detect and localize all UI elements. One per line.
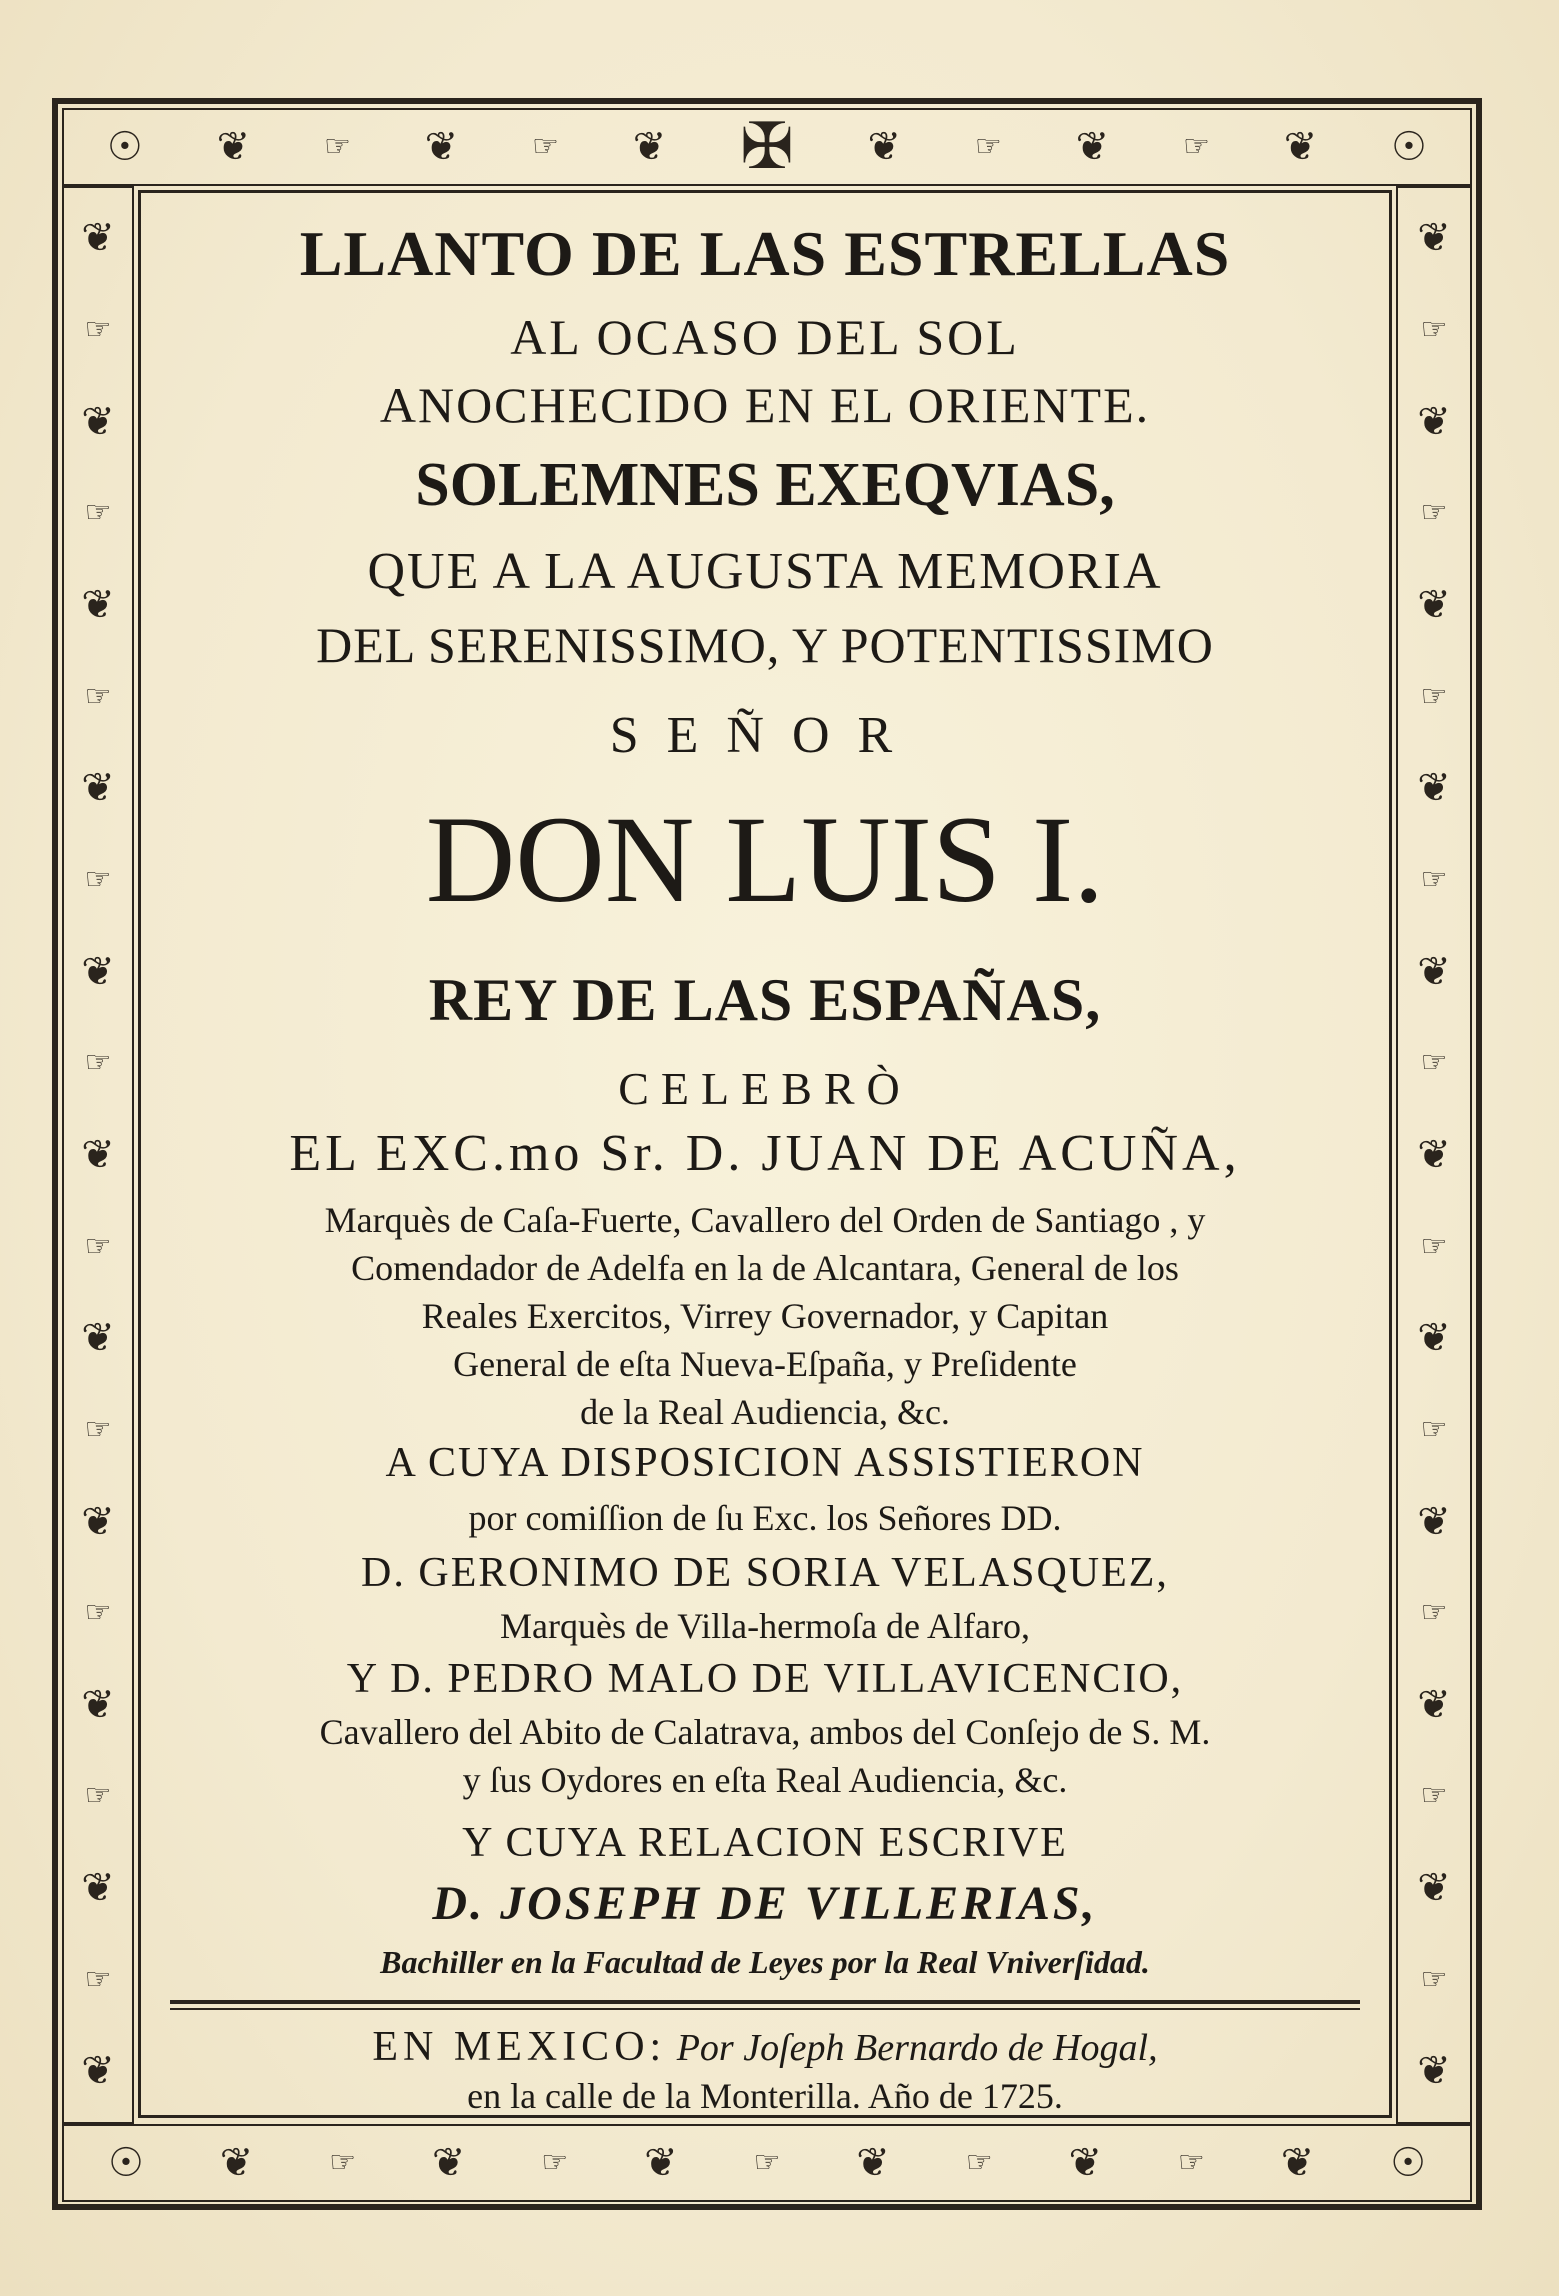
pointing-hand-icon: ☞ — [1420, 1045, 1448, 1081]
flower-ornament-icon: ❦ — [81, 1131, 115, 1178]
flower-ornament-icon: ❦ — [1417, 1131, 1451, 1178]
face-ornament-icon: ☉ — [1391, 124, 1427, 170]
dedication-line-1: QUE A LA AUGUSTA MEMORIA — [367, 543, 1163, 600]
flower-ornament-icon: ❦ — [1417, 1681, 1451, 1728]
pointing-hand-icon: ☞ — [329, 2145, 356, 2180]
cross-ornament-icon: ✠ — [740, 112, 794, 182]
assistant-1-name: D. GERONIMO DE SORIA VELASQUEZ, — [361, 1550, 1169, 1596]
flower-ornament-icon: ❦ — [1283, 124, 1318, 170]
flower-ornament-icon: ❦ — [1417, 2048, 1451, 2095]
flower-ornament-icon: ❦ — [1417, 948, 1451, 995]
pointing-hand-icon: ☞ — [84, 1778, 112, 1814]
flower-ornament-icon: ❦ — [81, 1681, 115, 1728]
left-ornament-column — [66, 190, 130, 2120]
face-ornament-icon: ☉ — [106, 124, 143, 170]
face-ornament-icon: ☉ — [1390, 2140, 1426, 2186]
pointing-hand-icon: ☞ — [1420, 1595, 1448, 1631]
flower-ornament-icon: ❦ — [1417, 1865, 1451, 1912]
flower-ornament-icon: ❦ — [81, 215, 115, 262]
imprint-line-2: en la calle de la Monterilla. Año de 1725. — [467, 2076, 1063, 2116]
flower-ornament-icon: ❦ — [81, 765, 115, 812]
flower-ornament-icon: ❦ — [1417, 765, 1451, 812]
relation-heading: Y CUYA RELACION ESCRIVE — [462, 1820, 1068, 1866]
celebro-line: CELEBRÒ — [618, 1063, 912, 1114]
flower-ornament-icon: ❦ — [424, 124, 459, 170]
title-line-2: AL OCASO DEL SOL — [510, 309, 1020, 365]
pointing-hand-icon: ☞ — [974, 129, 1002, 164]
honorific-senor: SEÑOR — [609, 707, 921, 764]
face-ornament-icon: ☉ — [107, 2140, 144, 2186]
king-title: REY DE LAS ESPAÑAS, — [428, 967, 1102, 1033]
pointing-hand-icon: ☞ — [1420, 861, 1448, 897]
pointing-hand-icon: ☞ — [965, 2145, 993, 2180]
flower-ornament-icon: ❦ — [632, 124, 667, 170]
flower-ornament-icon: ❦ — [81, 948, 115, 995]
viceroy-titles-4: General de eſta Nueva-Eſpaña, y Preſidente — [453, 1344, 1077, 1384]
dedication-line-2: DEL SERENISSIMO, Y POTENTISSIMO — [316, 617, 1214, 673]
pointing-hand-icon: ☞ — [753, 2145, 781, 2180]
viceroy-titles-3: Reales Exercitos, Virrey Governador, y Capitan — [421, 1296, 1109, 1336]
flower-ornament-icon: ❦ — [81, 1865, 115, 1912]
flower-ornament-icon: ❦ — [1417, 1498, 1451, 1545]
pointing-hand-icon: ☞ — [1420, 495, 1448, 531]
viceroy-name: EL EXC.mo Sr. D. JUAN DE ACUÑA, — [289, 1125, 1241, 1182]
pointing-hand-icon: ☞ — [84, 311, 112, 347]
flower-ornament-icon: ❦ — [81, 581, 115, 628]
author-degree: Bachiller en la Facultad de Leyes por la Real Vniverſidad. — [380, 1944, 1150, 1980]
pointing-hand-icon: ☞ — [532, 129, 559, 164]
flower-ornament-icon: ❦ — [81, 1315, 115, 1362]
flower-ornament-icon: ❦ — [81, 1498, 115, 1545]
assistant-2-title-1: Cavallero del Abito de Calatrava, ambos del Conſejo de S. M. — [319, 1712, 1211, 1752]
assistant-2-title-2: y ſus Oydores en eſta Real Audiencia, &c. — [462, 1760, 1068, 1800]
right-ornament-column — [1400, 190, 1468, 2120]
viceroy-titles-5: de la Real Audiencia, &c. — [580, 1392, 950, 1432]
pointing-hand-icon: ☞ — [1182, 129, 1210, 164]
pointing-hand-icon: ☞ — [84, 1961, 112, 1997]
flower-ornament-icon: ❦ — [81, 2048, 115, 2095]
imprint-divider-thin — [170, 2008, 1360, 2010]
pointing-hand-icon: ☞ — [84, 678, 112, 714]
pointing-hand-icon: ☞ — [1420, 1961, 1448, 1997]
imprint-line-1 — [150, 2026, 1380, 2068]
pointing-hand-icon: ☞ — [1420, 311, 1448, 347]
flower-ornament-icon: ❦ — [867, 124, 902, 170]
author-name: D. JOSEPH DE VILLERIAS, — [432, 1877, 1098, 1930]
title-page-text — [150, 200, 1380, 2116]
assistant-1-title: Marquès de Villa-hermoſa de Alfaro, — [500, 1606, 1030, 1646]
pointing-hand-icon: ☞ — [84, 1228, 112, 1264]
assistant-2-name: Y D. PEDRO MALO DE VILLAVICENCIO, — [346, 1656, 1184, 1702]
pointing-hand-icon: ☞ — [1420, 1228, 1448, 1264]
main-title: LLANTO DE LAS ESTRELLAS — [299, 218, 1231, 289]
pointing-hand-icon: ☞ — [84, 1595, 112, 1631]
king-name: DON LUIS I. — [425, 791, 1105, 928]
pointing-hand-icon: ☞ — [84, 495, 112, 531]
viceroy-titles-1: Marquès de Caſa-Fuerte, Cavallero del Orden de Santiago , y — [324, 1200, 1206, 1240]
assistants-heading: A CUYA DISPOSICION ASSISTIERON — [385, 1440, 1145, 1486]
imprint-printer: Por Joſeph Bernardo de Hogal, — [676, 2027, 1158, 2069]
pointing-hand-icon: ☞ — [84, 1045, 112, 1081]
flower-ornament-icon: ❦ — [216, 124, 251, 170]
pointing-hand-icon: ☞ — [1177, 2145, 1205, 2180]
flower-ornament-icon: ❦ — [1417, 1315, 1451, 1362]
bottom-ornament-row — [70, 2128, 1464, 2198]
title-line-3: ANOCHECIDO EN EL ORIENTE. — [379, 377, 1151, 433]
flower-ornament-icon: ❦ — [219, 2140, 254, 2186]
pointing-hand-icon: ☞ — [84, 861, 112, 897]
pointing-hand-icon: ☞ — [541, 2145, 569, 2180]
flower-ornament-icon: ❦ — [1280, 2140, 1315, 2186]
imprint-divider — [170, 2000, 1360, 2004]
pointing-hand-icon: ☞ — [1420, 1411, 1448, 1447]
subtitle-exequias: SOLEMNES EXEQVIAS, — [415, 451, 1115, 519]
flower-ornament-icon: ❦ — [431, 2140, 466, 2186]
pointing-hand-icon: ☞ — [84, 1411, 112, 1447]
flower-ornament-icon: ❦ — [1417, 398, 1451, 445]
flower-ornament-icon: ❦ — [1417, 581, 1451, 628]
viceroy-titles-2: Comendador de Adelfa en la de Alcantara, General de los — [351, 1248, 1179, 1288]
imprint-place: EN MEXICO: — [372, 2024, 667, 2070]
pointing-hand-icon: ☞ — [323, 129, 351, 164]
flower-ornament-icon: ❦ — [1075, 124, 1110, 170]
flower-ornament-icon: ❦ — [1417, 215, 1451, 262]
flower-ornament-icon: ❦ — [644, 2140, 678, 2186]
flower-ornament-icon: ❦ — [81, 398, 115, 445]
commission-line: por comiſſion de ſu Exc. los Señores DD. — [468, 1498, 1062, 1538]
top-ornament-row — [70, 112, 1464, 182]
pointing-hand-icon: ☞ — [1420, 678, 1448, 714]
flower-ornament-icon: ❦ — [1068, 2140, 1103, 2186]
pointing-hand-icon: ☞ — [1420, 1778, 1448, 1814]
flower-ornament-icon: ❦ — [856, 2140, 890, 2186]
